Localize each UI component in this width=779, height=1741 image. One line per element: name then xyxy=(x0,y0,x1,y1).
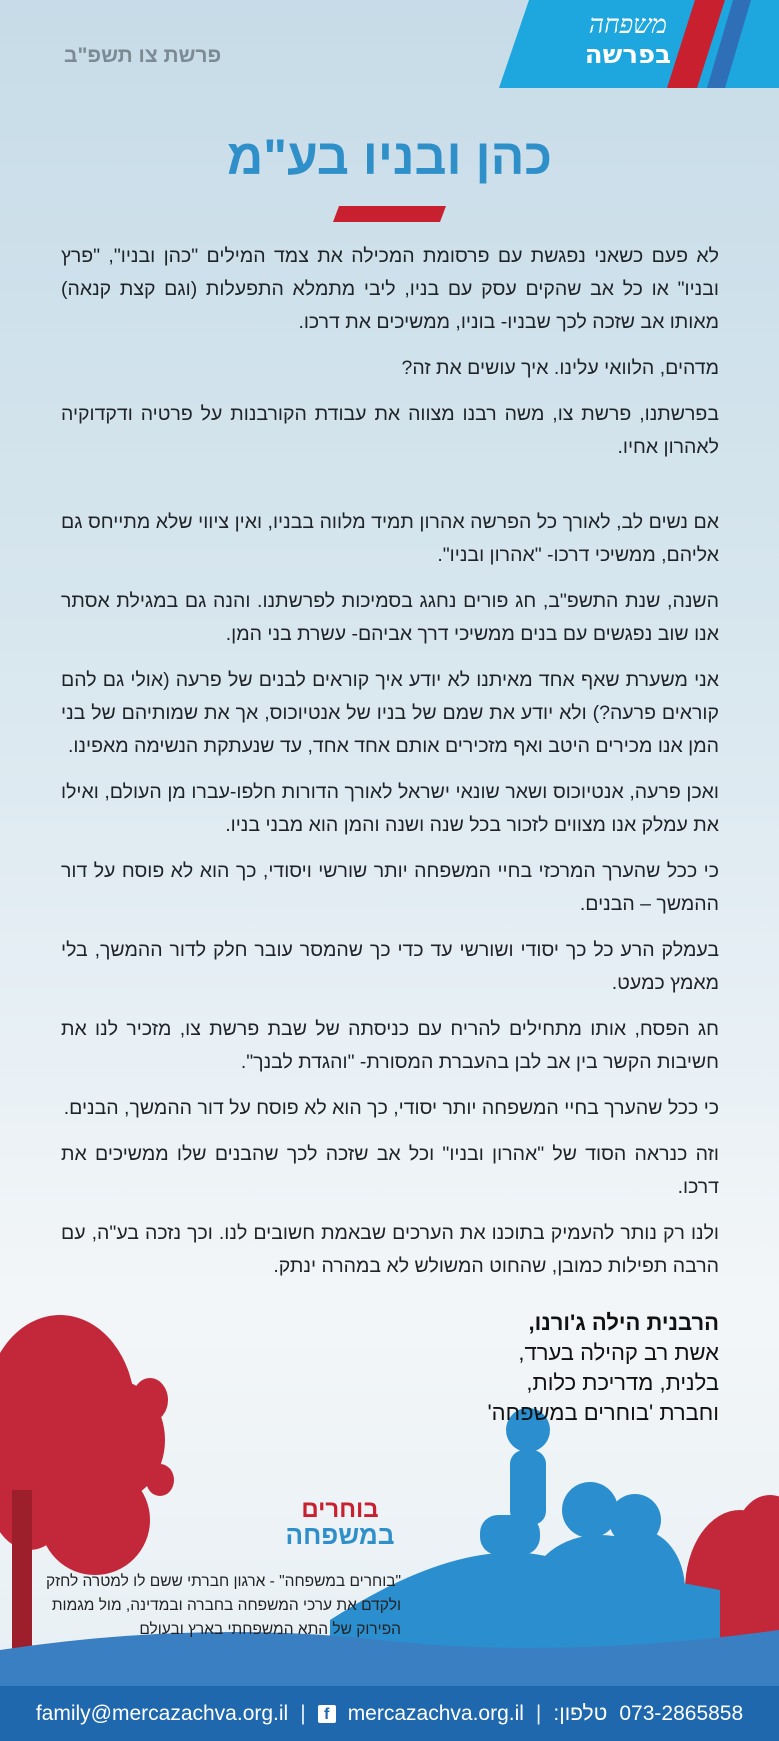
email-link[interactable]: family@mercazachva.org.il xyxy=(35,1701,289,1725)
paragraph: אם נשים לב, לאורך כל הפרשה אהרון תמיד מלווה בבניו, ואין ציווי שלא מתייחס גם אליהם, ממשיכי דרכו- "אהרון ובניו". xyxy=(61,511,719,566)
paragraph: כי ככל שהערך בחיי המשפחה יותר יסודי, כך הוא לא פוסח על דור ההמשך, הבנים. xyxy=(63,1097,719,1119)
signature-line: וחברת 'בוחרים במשפחה' xyxy=(487,1400,719,1425)
website-link[interactable]: mercazachva.org.il xyxy=(347,1701,524,1725)
org-description: "בוחרים במשפחה" - ארגון חברתי ששם לו למטרה לחזק ולקדם את ערכי המשפחה בחברה ובמדינה, מול מגמות הפירוק של התא המשפחתי בארץ ובעולם xyxy=(45,1573,401,1638)
paragraph: ולנו רק נותר להעמיק בתוכנו את הערכים שבאמת חשובים לנו. וכך נזכה בע"ה, עם הרבה תפילות כמובן, שהחוט המשולש לא במהרה ינתק. xyxy=(61,1222,719,1277)
org-logo xyxy=(278,1498,402,1549)
signature-line: בלנית, מדריכת כלות, xyxy=(526,1370,719,1395)
phone-label: :טלפון xyxy=(553,1701,608,1725)
phone-number[interactable]: 073-2865858 xyxy=(619,1701,744,1725)
brand-logo xyxy=(489,0,779,88)
parsha-label: פרשת צו תשפ"ב xyxy=(64,44,222,67)
paragraph: ואכן פרעה, אנטיוכוס ושאר שונאי ישראל לאורך הדורות חלפו-עברו מן העולם, ואילו את עמלק אנו מצווים לזכור בכל שנה ושנה והמן הוא מבני בניו. xyxy=(61,781,719,836)
paragraph: חג הפסח, אותו מתחילים להריח עם כניסתה של שבת פרשת צו, מזכיר לנו את חשיבות הקשר בין אב לבן בהעברת המסורת- "והגדת לבנך". xyxy=(61,1018,719,1073)
paragraph: כי ככל שהערך המרכזי בחיי המשפחה יותר שורשי ויסודי, כך הוא לא פוסח על דור ההמשך – הבנים. xyxy=(61,860,719,915)
signature-name: הרבנית הילה ג'ורנו, xyxy=(528,1310,719,1335)
article-body xyxy=(61,240,719,1296)
title-divider xyxy=(333,206,446,222)
signature xyxy=(487,1308,719,1428)
paragraph: לא פעם כשאני נפגשת עם פרסומת המכילה את צמד המילים "כהן ובניו", "פרץ ובניו" או כל אב שהקים עסק עם בניו, ליבי מתמלא התפעלות (וגם קצת קנאה) מאותו אב שזכה לכך שבניו- בוניו, ממשיכים את דרכו. xyxy=(61,245,719,333)
contact-footer xyxy=(0,1686,779,1741)
paragraph: וזה כנראה הסוד של "אהרון ובניו" וכל אב שזכה לכך שהבנים שלו ממשיכים את דרכו. xyxy=(61,1143,719,1198)
paragraph: השנה, שנת התשפ"ב, חג פורים נחגג בסמיכות לפרשתנו. והנה גם במגילת אסתר אנו שוב נפגשים עם בנים ממשיכי דרך אביהם- עשרת בני המן. xyxy=(61,590,719,645)
divider: | xyxy=(300,1701,306,1725)
facebook-icon[interactable]: f xyxy=(318,1705,336,1723)
divider: | xyxy=(535,1701,542,1725)
paragraph: אני משערת שאף אחד מאיתנו לא יודע איך קוראים לבנים של פרעה (אולי גם להם קוראים פרעה?) ולא יודע את שמם של בניו של אנטיוכוס, אך את שמותיהם של בני המן אנו מכירים היטב ואף מזכירים אותם אחד אחד, עד שנעתקת הנשימה מאפינו. xyxy=(61,669,719,757)
paragraph: בפרשתנו, פרשת צו, משה רבנו מצווה את עבודת הקורבנות על פרטיה ודקדוקיה לאהרון אחיו. xyxy=(61,403,719,458)
org-logo-line2: במשפחה xyxy=(285,1520,395,1550)
paragraph: בעמלק הרע כל כך יסודי ושורשי עד כדי כך שהמסר עובר חלק לדור ההמשך, בלי מאמץ כמעט. xyxy=(61,939,719,994)
signature-line: אשת רב קהילה בערד, xyxy=(518,1340,719,1365)
page-title: כהן ובניו בע"מ xyxy=(226,129,553,185)
logo-line1: משפחה xyxy=(588,10,667,40)
org-logo-line1: בוחרים xyxy=(301,1496,379,1523)
paragraph: מדהים, הלוואי עלינו. איך עושים את זה? xyxy=(401,357,719,379)
logo-text xyxy=(585,12,671,68)
logo-line2: בפרשה xyxy=(584,40,671,70)
